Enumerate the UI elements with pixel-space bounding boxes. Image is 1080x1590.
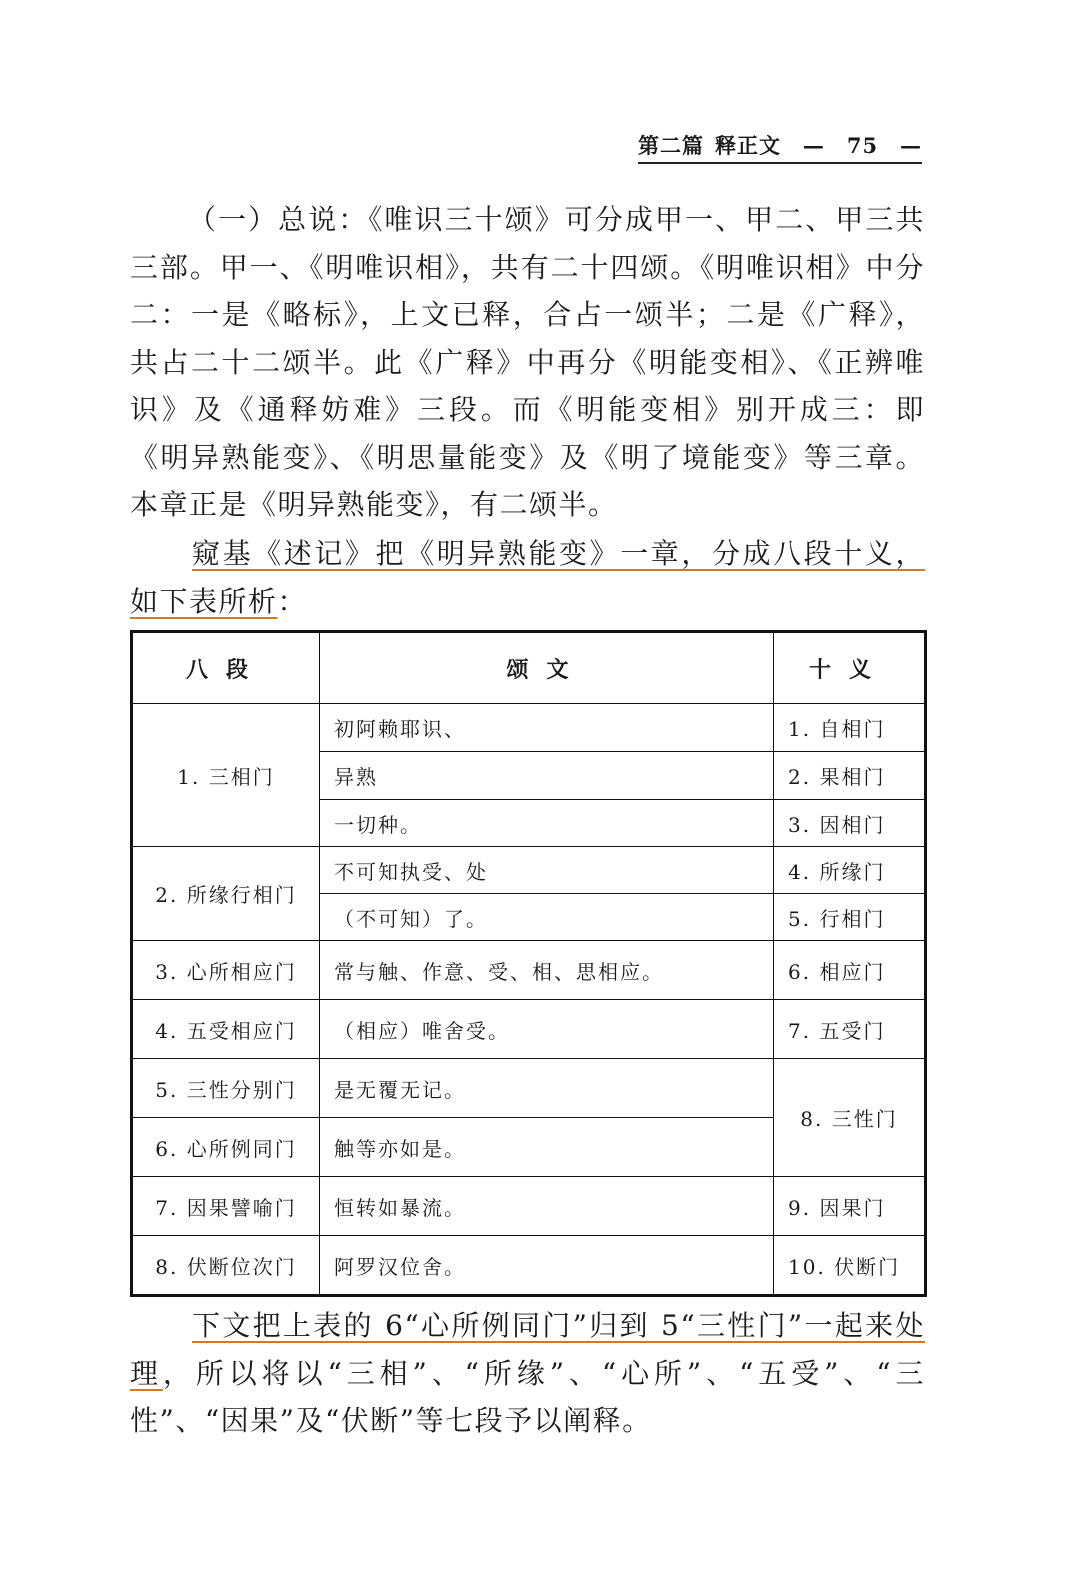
meaning-cell: 3. 因相门 bbox=[774, 800, 926, 847]
table-row bbox=[132, 1000, 926, 1059]
paragraph-intro: （一）总说：《唯识三十颂》可分成甲一、甲二、甲三共三部。甲一、《明唯识相》，共有二十四颂。《明唯识相》中分二：一是《略标》，上文已释，合占一颂半；二是《广释》，共占二十二颂半。此《广释》中再分《明能变相》、《正辨唯识》及《通释妨难》三段。而《明能变相》别开成三：即《明异熟能变》、《明思量能变》及《明了境能变》等三章。本章正是《明异熟能变》，有二颂半。 bbox=[130, 203, 925, 521]
page-number: 75 bbox=[846, 132, 879, 158]
header-dash-right: — bbox=[900, 132, 923, 158]
verse-cell: 异熟 bbox=[320, 752, 774, 800]
meaning-cell: 9. 因果门 bbox=[774, 1177, 926, 1236]
meaning-cell: 5. 行相门 bbox=[774, 894, 926, 941]
header-title: 释正文 bbox=[714, 133, 781, 158]
header-part: 第二篇 bbox=[638, 133, 704, 158]
table-row bbox=[132, 847, 926, 894]
analysis-table bbox=[130, 630, 927, 1297]
segment-cell: 1. 三相门 bbox=[132, 704, 320, 847]
table-row bbox=[132, 1177, 926, 1236]
table-row bbox=[132, 1236, 926, 1296]
verse-cell: 不可知执受、处 bbox=[320, 847, 774, 894]
underlined-text: 窥基《述记》把《明异熟能变》一章，分成八段十义，如下表所析 bbox=[130, 537, 925, 618]
paragraph-table-intro bbox=[130, 530, 925, 625]
table-row bbox=[132, 704, 926, 752]
verse-cell: （不可知）了。 bbox=[320, 894, 774, 941]
meaning-cell: 1. 自相门 bbox=[774, 704, 926, 752]
meaning-cell: 4. 所缘门 bbox=[774, 847, 926, 894]
table-header-row bbox=[132, 632, 926, 704]
meaning-cell: 2. 果相门 bbox=[774, 752, 926, 800]
verse-cell: （相应）唯舍受。 bbox=[320, 1000, 774, 1059]
header-segments: 八段 bbox=[132, 632, 320, 704]
running-header bbox=[638, 130, 922, 160]
segment-cell: 2. 所缘行相门 bbox=[132, 847, 320, 941]
header-verses: 颂文 bbox=[320, 632, 774, 704]
underlined-text: 下文把上表的 6“心所例同门”归到 5“三性门”一起来处理 bbox=[130, 1309, 925, 1390]
verse-cell: 阿罗汉位舍。 bbox=[320, 1236, 774, 1296]
header-dash-left: — bbox=[802, 132, 825, 158]
segment-cell: 3. 心所相应门 bbox=[132, 941, 320, 1000]
segment-cell: 8. 伏断位次门 bbox=[132, 1236, 320, 1296]
verse-cell: 常与触、作意、受、相、思相应。 bbox=[320, 941, 774, 1000]
table-row bbox=[132, 941, 926, 1000]
verse-cell: 恒转如暴流。 bbox=[320, 1177, 774, 1236]
verse-cell: 初阿赖耶识、 bbox=[320, 704, 774, 752]
verse-cell: 一切种。 bbox=[320, 800, 774, 847]
meaning-cell: 6. 相应门 bbox=[774, 941, 926, 1000]
meaning-cell: 8. 三性门 bbox=[774, 1059, 926, 1177]
table-row bbox=[132, 1059, 926, 1118]
segment-cell: 7. 因果譬喻门 bbox=[132, 1177, 320, 1236]
segment-cell: 6. 心所例同门 bbox=[132, 1118, 320, 1177]
verse-cell: 是无覆无记。 bbox=[320, 1059, 774, 1118]
segment-cell: 4. 五受相应门 bbox=[132, 1000, 320, 1059]
paragraph-conclusion bbox=[130, 1302, 925, 1445]
meaning-cell: 7. 五受门 bbox=[774, 1000, 926, 1059]
header-meanings: 十义 bbox=[774, 632, 926, 704]
verse-cell: 触等亦如是。 bbox=[320, 1118, 774, 1177]
header-rule bbox=[638, 162, 922, 164]
paragraph-tail: ，所以将以“三相”、“所缘”、“心所”、“五受”、“三性”、“因果”及“伏断”等七段予以阐释。 bbox=[130, 1356, 925, 1437]
meaning-cell: 10. 伏断门 bbox=[774, 1236, 926, 1296]
segment-cell: 5. 三性分别门 bbox=[132, 1059, 320, 1118]
paragraph-tail: ： bbox=[277, 584, 308, 618]
